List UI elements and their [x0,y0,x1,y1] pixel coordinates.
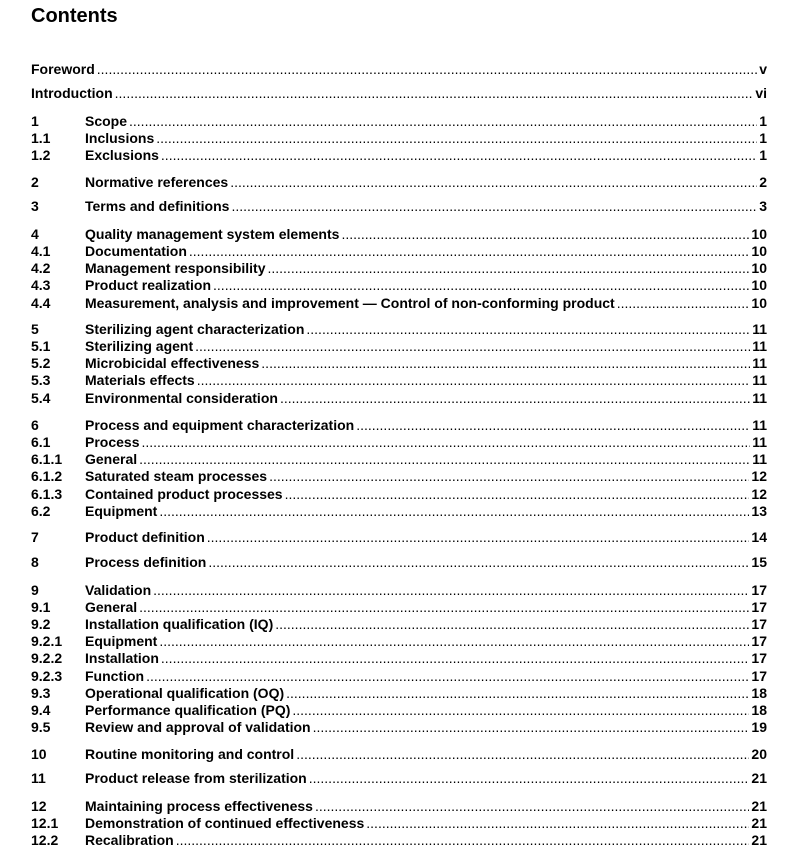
toc-entry-page: 10 [751,277,767,293]
toc-entry-number: 5.1 [31,338,51,354]
toc-entry-page: 11 [752,372,767,388]
toc-entry-page: 15 [751,554,767,570]
toc-leader-dots [617,295,750,312]
toc-entry[interactable] [31,198,767,215]
toc-entry-title: Process [85,434,140,450]
toc-entry-page: 17 [751,599,767,615]
toc-leader-dots [341,226,749,243]
toc-entry-page: 17 [751,616,767,632]
toc-entry-number: 12.1 [31,815,59,831]
toc-leader-dots [309,770,750,787]
toc-leader-dots [207,529,750,546]
toc-entry-number: 1 [31,113,39,129]
toc-entry[interactable] [31,746,767,763]
toc-entry-number: 11 [31,770,46,786]
toc-entry-number: 9.2 [31,616,51,632]
toc-leader-dots [161,650,750,667]
toc-entry[interactable] [31,582,767,599]
toc-entry[interactable] [31,633,767,650]
toc-leader-dots [97,61,757,78]
toc-entry[interactable] [31,554,767,571]
toc-entry-number: 6 [31,417,39,433]
toc-entry-title: Management responsibility [85,260,266,276]
toc-entry-page: 18 [751,685,767,701]
toc-entry-number: 6.1 [31,434,51,450]
toc-leader-dots [296,746,749,763]
toc-leader-dots [161,147,757,164]
toc-leader-dots [189,243,750,260]
toc-entry[interactable] [31,277,767,294]
toc-leader-dots [267,260,749,277]
toc-entry-number: 6.1.3 [31,486,63,502]
toc-entry-title: Operational qualification (OQ) [85,685,285,701]
toc-entry-title: Scope [85,113,128,129]
toc-entry-page: 13 [751,503,767,519]
toc-entry-page: 10 [751,260,767,276]
toc-entry[interactable] [31,702,767,719]
toc-entry-page: 20 [751,746,767,762]
toc-entry[interactable] [31,599,767,616]
toc-entry-number: 9.2.2 [31,650,63,666]
toc-entry-page: 12 [751,486,767,502]
toc-entry-number: 9.1 [31,599,51,615]
toc-leader-dots [159,633,749,650]
toc-entry[interactable] [31,130,767,147]
toc-entry-page: 11 [752,451,767,467]
toc-entry-title: Equipment [85,503,158,519]
toc-entry-number: 9.3 [31,685,51,701]
toc-entry-page: 17 [751,650,767,666]
toc-entry[interactable] [31,85,767,102]
toc-leader-dots [176,832,750,849]
toc-leader-dots [197,372,750,389]
toc-entry[interactable] [31,451,767,468]
toc-entry[interactable] [31,685,767,702]
toc-entry[interactable] [31,61,767,78]
toc-entry-page: 1 [759,147,767,163]
toc-leader-dots [269,468,749,485]
toc-entry[interactable] [31,338,767,355]
toc-leader-dots [366,815,749,832]
toc-entry-number: 9 [31,582,39,598]
toc-entry-title: Sterilizing agent [85,338,194,354]
toc-entry-number: 5.4 [31,390,51,406]
toc-entry-number: 6.2 [31,503,51,519]
toc-entry-number: 9.4 [31,702,51,718]
toc-entry-title: Contained product processes [85,486,283,502]
toc-entry-title: Demonstration of continued effectiveness [85,815,365,831]
toc-entry[interactable] [31,260,767,277]
toc-entry-title: Foreword [31,61,95,77]
toc-entry[interactable] [31,503,767,520]
toc-entry-page: 21 [751,815,767,831]
toc-leader-dots [156,130,757,147]
toc-entry-page: v [759,61,767,77]
toc-entry-title: General [85,451,138,467]
toc-entry[interactable] [31,529,767,546]
toc-leader-dots [153,582,749,599]
toc-entry[interactable] [31,355,767,372]
toc-leader-dots [129,113,757,130]
toc-leader-dots [280,390,750,407]
toc-entry-title: Environmental consideration [85,390,278,406]
toc-entry[interactable] [31,113,767,130]
toc-entry-number: 7 [31,529,39,545]
toc-leader-dots [356,417,750,434]
toc-entry-title: General [85,599,138,615]
toc-entry-page: 3 [759,198,767,214]
toc-entry-title: Performance qualification (PQ) [85,702,291,718]
toc-entry-title: Product realization [85,277,212,293]
toc-leader-dots [292,702,749,719]
toc-entry-number: 3 [31,198,39,214]
toc-entry-number: 4.1 [31,243,51,259]
toc-entry-page: 18 [751,702,767,718]
table-of-contents [31,0,767,848]
toc-entry-page: 11 [752,390,767,406]
page-title: Contents [31,5,118,27]
toc-leader-dots [230,174,757,191]
toc-entry[interactable] [31,174,767,191]
toc-entry[interactable] [31,243,767,260]
toc-entry-page: 10 [751,243,767,259]
toc-entry-number: 5.2 [31,355,51,371]
toc-entry-number: 2 [31,174,39,190]
toc-entry[interactable] [31,390,767,407]
toc-entry-title: Validation [85,582,152,598]
toc-entry[interactable] [31,798,767,815]
toc-entry-title: Installation qualification (IQ) [85,616,274,632]
toc-entry-page: 10 [751,226,767,242]
toc-entry-title: Equipment [85,633,158,649]
toc-entry-page: 11 [752,417,767,433]
toc-entry-page: 11 [752,321,767,337]
toc-entry-page: 11 [752,434,767,450]
toc-leader-dots [139,599,749,616]
toc-entry-page: 21 [751,798,767,814]
toc-entry-number: 4.4 [31,295,51,311]
toc-leader-dots [306,321,750,338]
toc-entry-page: 17 [751,582,767,598]
toc-entry-title: Quality management system elements [85,226,340,242]
toc-entry-title: Inclusions [85,130,155,146]
toc-entry[interactable] [31,719,767,736]
toc-entry-title: Recalibration [85,832,174,848]
toc-entry[interactable] [31,832,767,849]
toc-entry[interactable] [31,668,767,685]
toc-entry-page: 19 [751,719,767,735]
toc-entry-number: 5.3 [31,372,51,388]
toc-entry-title: Routine monitoring and control [85,746,295,762]
toc-entry[interactable] [31,372,767,389]
toc-entry-number: 4.2 [31,260,51,276]
toc-entry-number: 9.2.1 [31,633,63,649]
toc-leader-dots [139,451,750,468]
toc-leader-dots [275,616,749,633]
toc-entry-number: 9.2.3 [31,668,63,684]
toc-leader-dots [159,503,749,520]
toc-entry-number: 12.2 [31,832,59,848]
toc-entry-number: 8 [31,554,39,570]
toc-leader-dots [285,486,750,503]
toc-entry-page: 21 [751,770,767,786]
toc-entry-title: Microbicidal effectiveness [85,355,260,371]
toc-entry-page: 12 [751,468,767,484]
toc-entry[interactable] [31,486,767,503]
toc-leader-dots [141,434,750,451]
toc-entry-number: 6.1.1 [31,451,63,467]
toc-entry-page: 2 [759,174,767,190]
toc-entry-number: 10 [31,746,47,762]
toc-entry-title: Process and equipment characterization [85,417,355,433]
toc-entry-number: 5 [31,321,39,337]
toc-entry[interactable] [31,321,767,338]
toc-entry-number: 4 [31,226,39,242]
toc-entry-page: 10 [751,295,767,311]
toc-entry-number: 1.1 [31,130,51,146]
toc-entry-page: 14 [751,529,767,545]
toc-entry[interactable] [31,650,767,667]
toc-entry[interactable] [31,295,767,312]
toc-entry-title: Installation [85,650,159,666]
toc-entry[interactable] [31,417,767,434]
toc-entry-number: 6.1.2 [31,468,63,484]
toc-entry-title: Materials effects [85,372,195,388]
toc-entry-title: Product definition [85,529,205,545]
toc-entry[interactable] [31,815,767,832]
toc-leader-dots [213,277,749,294]
toc-entry-title: Normative references [85,174,229,190]
toc-entry-number: 4.3 [31,277,51,293]
toc-entry-title: Sterilizing agent characterization [85,321,305,337]
toc-entry-title: Saturated steam processes [85,468,268,484]
toc-entry-title: Maintaining process effectiveness [85,798,313,814]
toc-entry-number: 9.5 [31,719,51,735]
toc-leader-dots [313,719,750,736]
toc-entry-title: Terms and definitions [85,198,230,214]
toc-leader-dots [231,198,757,215]
toc-entry-page: 1 [759,113,767,129]
toc-leader-dots [115,85,754,102]
toc-entry-title: Measurement, analysis and improvement — Control of non-conforming product [85,295,615,311]
toc-leader-dots [315,798,749,815]
toc-leader-dots [261,355,750,372]
toc-entry[interactable] [31,468,767,485]
toc-entry-title: Product release from sterilization [85,770,307,786]
toc-entry-page: 11 [752,338,767,354]
toc-entry-page: 1 [759,130,767,146]
toc-entry-title: Introduction [31,85,113,101]
toc-entry[interactable] [31,770,767,787]
toc-entry-title: Review and approval of validation [85,719,311,735]
toc-entry-page: 17 [751,633,767,649]
toc-entry[interactable] [31,616,767,633]
toc-entry-number: 1.2 [31,147,51,163]
toc-entry[interactable] [31,226,767,243]
toc-entry-title: Documentation [85,243,187,259]
toc-leader-dots [208,554,749,571]
toc-entry-page: 21 [751,832,767,848]
toc-leader-dots [146,668,749,685]
toc-entry-title: Function [85,668,145,684]
toc-leader-dots [286,685,749,702]
toc-leader-dots [195,338,750,355]
toc-entry[interactable] [31,147,767,164]
toc-entry[interactable] [31,434,767,451]
toc-entry-title: Exclusions [85,147,159,163]
toc-entry-page: 11 [752,355,767,371]
toc-entry-page: vi [755,85,767,101]
toc-entry-number: 12 [31,798,47,814]
toc-entry-title: Process definition [85,554,207,570]
toc-entry-page: 17 [751,668,767,684]
